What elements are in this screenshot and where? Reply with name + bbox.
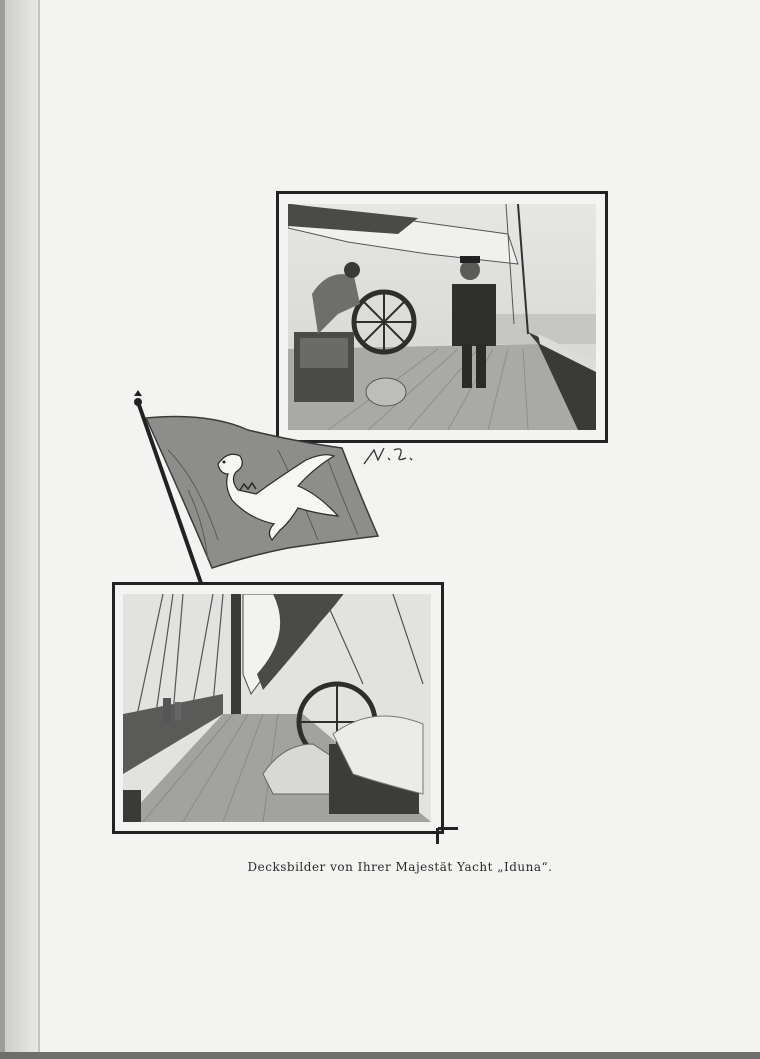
artist-signature (362, 444, 422, 468)
flag-swan-drawing (128, 390, 388, 590)
deck-photo-bottom (112, 582, 444, 834)
frame-tail-vertical (436, 828, 439, 844)
frame-tail (438, 827, 458, 830)
page-caption: Decksbilder von Ihrer Majestät Yacht „Iduna“. (247, 860, 553, 874)
scan-bottom-edge (0, 1052, 760, 1059)
book-gutter (5, 0, 38, 1059)
deck-photo-bottom-image (123, 594, 431, 822)
